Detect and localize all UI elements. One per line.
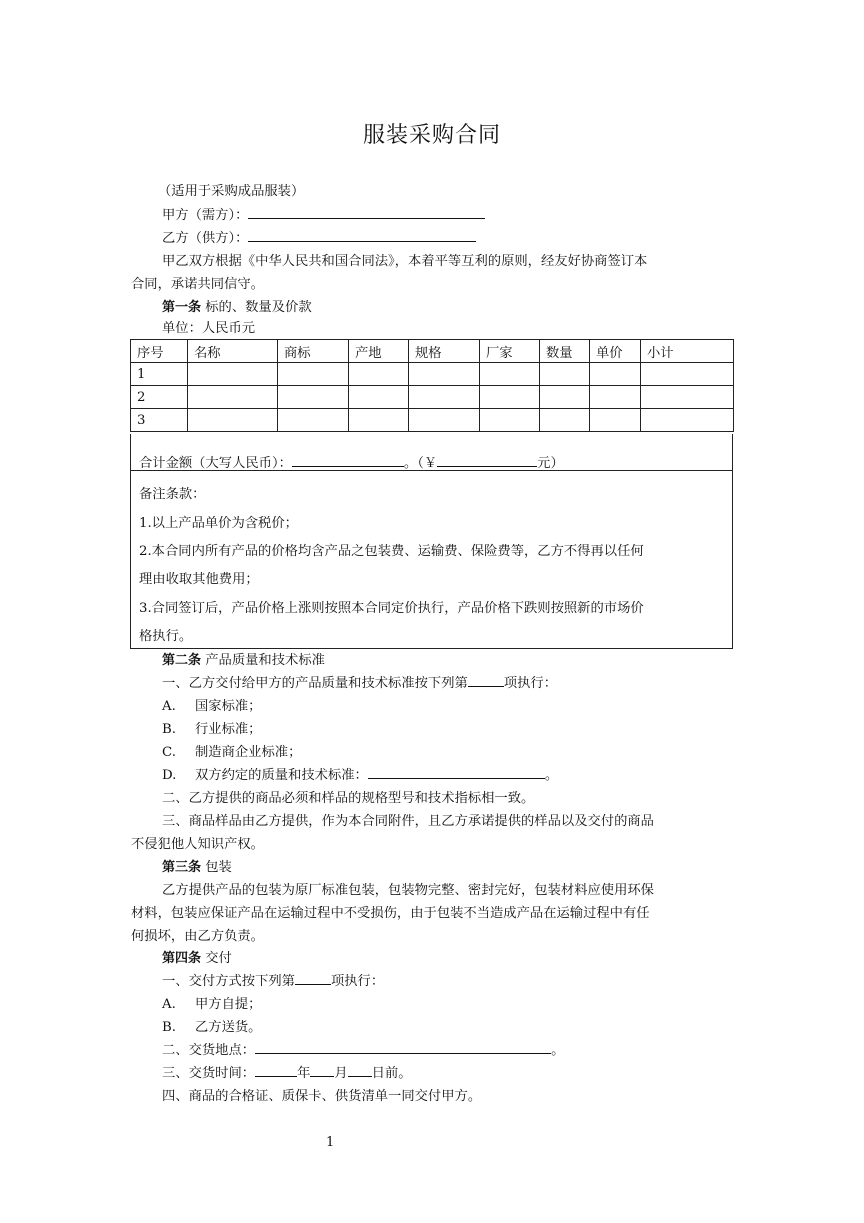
article-2-clause-3-line-2: 不侵犯他人知识产权。 <box>131 837 264 852</box>
table-cell[interactable] <box>188 386 278 409</box>
document-title: 服装采购合同 <box>362 123 501 148</box>
delivery-month-blank[interactable] <box>310 1062 334 1077</box>
delivery-option-blank[interactable] <box>295 970 331 985</box>
option-letter: B. <box>162 722 176 737</box>
delivery-time-line <box>162 1062 762 1085</box>
party-a-line <box>162 204 762 227</box>
option-end: 。 <box>544 768 559 783</box>
notes-heading: 备注条款： <box>139 487 206 502</box>
column-header: 商标 <box>278 340 349 363</box>
row-number: 1 <box>131 363 188 386</box>
table-cell[interactable] <box>188 363 278 386</box>
note-3-line-1: 3.合同签订后，产品价格上涨则按照本合同定价执行，产品价格下跌则按照新的市场价 <box>139 601 644 616</box>
currency-unit: 单位：人民币元 <box>162 321 256 336</box>
table-cell[interactable] <box>590 409 641 432</box>
option-text: 制造商企业标准； <box>195 745 302 760</box>
article-1-heading <box>162 296 762 319</box>
column-header: 厂家 <box>480 340 540 363</box>
option-letter: A. <box>162 699 176 714</box>
table-cell[interactable] <box>641 386 734 409</box>
article-3-heading <box>162 856 762 879</box>
column-header: 规格 <box>409 340 480 363</box>
option-text: 国家标准； <box>195 699 262 714</box>
column-header: 序号 <box>131 340 188 363</box>
article-4-clause-4: 四、商品的合格证、质保卡、供货清单一同交付甲方。 <box>162 1089 482 1104</box>
option-a <box>162 695 762 718</box>
delivery-place-line <box>162 1039 762 1062</box>
option-letter: D. <box>162 768 177 783</box>
agreed-standard-blank[interactable] <box>368 764 545 779</box>
total-amount-row <box>130 434 733 471</box>
total-separator: 。（￥ <box>403 456 438 471</box>
article-3-number: 第三条 <box>162 860 202 875</box>
article-2-clause-3-line-1: 三、商品样品由乙方提供，作为本合同附件，且乙方承诺提供的样品以及交付的商品 <box>162 814 654 829</box>
option-text: 双方约定的质量和技术标准： <box>195 768 368 783</box>
note-2-line-1: 2.本合同内所有产品的价格均含产品之包装费、运输费、保险费等，乙方不得再以任何 <box>139 544 644 559</box>
table-cell[interactable] <box>409 386 480 409</box>
table-cell[interactable] <box>409 363 480 386</box>
total-unit: 元） <box>537 456 564 471</box>
column-header: 数量 <box>540 340 590 363</box>
column-header: 产地 <box>349 340 409 363</box>
note-2-line-2: 理由收取其他费用； <box>139 572 259 587</box>
table-cell[interactable] <box>278 386 349 409</box>
total-words-blank[interactable] <box>292 452 404 467</box>
day-label: 日前。 <box>371 1066 412 1081</box>
article-4-number: 第四条 <box>162 951 202 966</box>
total-label: 合计金额（大写人民币）： <box>139 456 292 471</box>
article-2-heading <box>162 649 762 672</box>
article-2-clause-2: 二、乙方提供的商品必须和样品的规格型号和技术指标相一致。 <box>162 791 535 806</box>
table-cell[interactable] <box>540 409 590 432</box>
party-a-label: 甲方（需方）： <box>162 208 249 223</box>
option-text: 乙方送货。 <box>195 1020 262 1035</box>
row-number: 3 <box>131 409 188 432</box>
year-label: 年 <box>297 1066 311 1081</box>
option-c <box>162 741 762 764</box>
total-amount-line <box>139 452 564 471</box>
column-header: 单价 <box>590 340 641 363</box>
column-header: 小计 <box>641 340 734 363</box>
party-b-blank[interactable] <box>248 227 476 242</box>
table-cell[interactable] <box>278 363 349 386</box>
delivery-method-suffix: 项执行： <box>330 974 385 989</box>
table-cell[interactable] <box>349 363 409 386</box>
quality-option-blank[interactable] <box>468 672 504 687</box>
option-d <box>162 764 762 787</box>
page-number: 1 <box>326 1135 335 1150</box>
party-b-label: 乙方（供方）： <box>162 231 249 246</box>
party-b-line <box>162 227 762 250</box>
quality-standard-line <box>162 672 762 695</box>
quality-standard-text: 一、乙方交付给甲方的产品质量和技术标准按下列第 <box>162 676 468 691</box>
article-2-title: 产品质量和技术标准 <box>205 653 325 668</box>
article-1-title: 标的、数量及价款 <box>205 300 312 315</box>
delivery-year-blank[interactable] <box>255 1062 297 1077</box>
party-a-blank[interactable] <box>248 204 485 219</box>
table-cell[interactable] <box>590 363 641 386</box>
table-cell[interactable] <box>409 409 480 432</box>
table-cell[interactable] <box>278 409 349 432</box>
article-3-line-2: 材料，包装应保证产品在运输过程中不受损伤，由于包装不当造成产品在运输过程中有任 <box>131 906 650 921</box>
table-cell[interactable] <box>641 409 734 432</box>
delivery-time-label: 三、交货时间： <box>162 1066 256 1081</box>
delivery-method-text: 一、交付方式按下列第 <box>162 974 295 989</box>
table-cell[interactable] <box>188 409 278 432</box>
note-3-line-2: 格执行。 <box>139 629 193 644</box>
table-cell[interactable] <box>641 363 734 386</box>
table-cell[interactable] <box>540 363 590 386</box>
delivery-day-blank[interactable] <box>348 1062 372 1077</box>
table-cell[interactable] <box>590 386 641 409</box>
applicability-note: （适用于采购成品服装） <box>158 184 305 199</box>
note-1: 1.以上产品单价为含税价； <box>139 516 298 531</box>
article-3-line-3: 何损坏，由乙方负责。 <box>131 929 264 944</box>
quality-standard-suffix: 项执行： <box>503 676 558 691</box>
table-row <box>131 386 734 409</box>
option-b <box>162 718 762 741</box>
option-text: 行业标准； <box>195 722 262 737</box>
table-cell[interactable] <box>480 409 540 432</box>
article-4-heading <box>162 947 762 970</box>
article-3-title: 包装 <box>205 860 232 875</box>
column-header: 名称 <box>188 340 278 363</box>
table-header-row <box>131 340 734 363</box>
option-letter: B. <box>162 1020 176 1035</box>
total-figures-blank[interactable] <box>437 452 537 467</box>
table-cell[interactable] <box>540 386 590 409</box>
article-1-number: 第一条 <box>162 300 202 315</box>
table-cell[interactable] <box>349 409 409 432</box>
delivery-option-b <box>162 1016 762 1039</box>
table-cell[interactable] <box>349 386 409 409</box>
table-cell[interactable] <box>480 363 540 386</box>
delivery-place-label: 二、交货地点： <box>162 1043 256 1058</box>
option-text: 甲方自提； <box>195 997 262 1012</box>
option-letter: C. <box>162 745 176 760</box>
option-letter: A. <box>162 997 176 1012</box>
row-number: 2 <box>131 386 188 409</box>
intro-line-2: 合同，承诺共同信守。 <box>131 277 264 292</box>
month-label: 月 <box>334 1066 348 1081</box>
delivery-option-a <box>162 993 762 1016</box>
table-row <box>131 363 734 386</box>
notes-section <box>130 470 733 649</box>
table-cell[interactable] <box>480 386 540 409</box>
table-row <box>131 409 734 432</box>
article-3-line-1: 乙方提供产品的包装为原厂标准包装，包装物完整、密封完好，包装材料应使用环保 <box>162 883 654 898</box>
article-4-title: 交付 <box>205 951 232 966</box>
delivery-place-blank[interactable] <box>255 1039 551 1054</box>
goods-table <box>130 339 734 432</box>
delivery-place-end: 。 <box>551 1043 565 1058</box>
delivery-method-line <box>162 970 762 993</box>
intro-line-1: 甲乙双方根据《中华人民共和国合同法》，本着平等互利的原则，经友好协商签订本 <box>162 254 648 269</box>
article-2-number: 第二条 <box>162 653 202 668</box>
